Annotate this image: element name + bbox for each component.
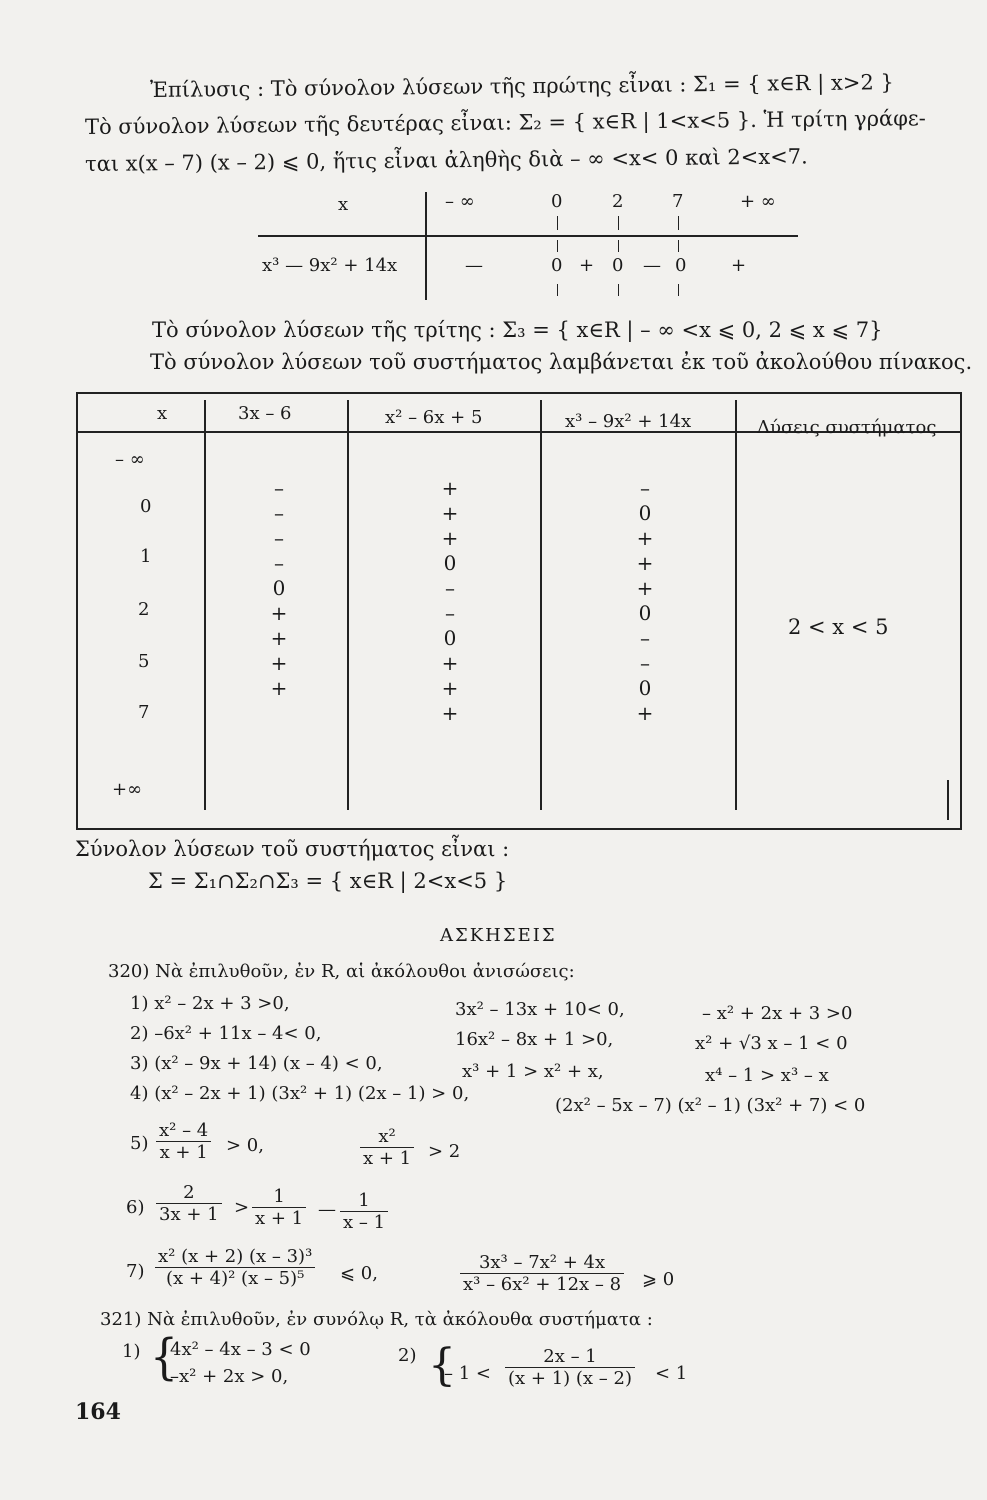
- fraction-denominator: (x + 1) (x – 2): [508, 1368, 632, 1389]
- system-2-fraction: [505, 1346, 635, 1389]
- solution-line-1: Ἐπίλυσις : Τὸ σύνολον λύσεων τῆς πρώτης εἶναι : Σ₁ = { x∈R | x>2 }: [149, 70, 894, 102]
- table-sign-col1: +: [270, 676, 288, 700]
- table-sign-col2: +: [441, 526, 459, 550]
- exercise-3a: 3) (x² – 9x + 14) (x – 4) < 0,: [130, 1053, 383, 1074]
- table-x-value: 7: [138, 702, 150, 723]
- system-2-left: – 1 <: [444, 1363, 491, 1384]
- sign-table-1-point: 7: [672, 191, 684, 212]
- table-sign-col2: +: [441, 476, 459, 500]
- table-sign-col1: +: [270, 651, 288, 675]
- fraction-denominator: 3x + 1: [159, 1204, 219, 1225]
- exercise-320-intro: 320) Νὰ ἐπιλυθοῦν, ἐν R, αἱ ἀκόλουθοι ἀνισώσεις:: [108, 961, 575, 982]
- exercise-3b: x³ + 1 > x² + x,: [462, 1061, 604, 1082]
- table-sign-col3: +: [636, 526, 654, 550]
- table-sign-col1: –: [274, 501, 284, 525]
- exercise-5b-relation: > 2: [428, 1141, 461, 1162]
- table-header-solutions: Λύσεις συστήματος: [757, 417, 937, 438]
- table-header-col2: x² – 6x + 5: [385, 407, 483, 428]
- table-sign-col2: +: [441, 651, 459, 675]
- table-sign-col1: –: [274, 476, 284, 500]
- table-sign-col1: 0: [272, 576, 286, 600]
- sign-table-1-sign: +: [579, 255, 595, 276]
- table-header-x: x: [157, 403, 168, 424]
- table-sign-col3: +: [636, 576, 654, 600]
- exercise-6-gt: >: [234, 1197, 250, 1218]
- fraction-numerator: x²: [360, 1126, 414, 1148]
- system-1-first: 4x² – 4x – 3 < 0: [170, 1339, 311, 1360]
- exercise-5-label: 5): [130, 1133, 149, 1154]
- table-sign-col3: +: [636, 551, 654, 575]
- sign-table-1-sign: 0: [675, 255, 687, 276]
- table-x-value: 2: [138, 599, 150, 620]
- table-sign-col2: –: [445, 601, 455, 625]
- exercise-4b: (2x² – 5x – 7) (x² – 1) (3x² + 7) < 0: [555, 1095, 866, 1116]
- fraction-numerator: 2: [156, 1182, 222, 1204]
- table-sign-col3: 0: [638, 601, 652, 625]
- table-x-value: 5: [138, 651, 150, 672]
- fraction-denominator: x + 1: [159, 1142, 208, 1163]
- exercise-6c-fraction: [340, 1190, 388, 1233]
- fraction-denominator: (x + 4)² (x – 5)⁵: [165, 1268, 305, 1289]
- exercise-6-minus: —: [318, 1199, 336, 1220]
- table-sign-col3: –: [640, 476, 650, 500]
- table-header-col1: 3x – 6: [238, 403, 292, 424]
- table-sign-col2: +: [441, 676, 459, 700]
- exercise-1b: 3x² – 13x + 10< 0,: [455, 999, 625, 1020]
- fraction-numerator: 1: [252, 1186, 306, 1208]
- sign-table-1-sign: 0: [551, 255, 563, 276]
- exercise-6b-fraction: [252, 1186, 306, 1229]
- table-sign-col2: +: [441, 701, 459, 725]
- table-header-col3: x³ – 9x² + 14x: [565, 411, 692, 432]
- fraction-denominator: x – 1: [343, 1212, 386, 1233]
- exercise-7-label: 7): [126, 1261, 145, 1282]
- table-x-value: 0: [140, 496, 152, 517]
- table-sign-col3: 0: [638, 676, 652, 700]
- exercise-5b-fraction: [360, 1126, 414, 1169]
- fraction-numerator: 2x – 1: [505, 1346, 635, 1368]
- system-solution-intro: Τὸ σύνολον λύσεων τοῦ συστήματος λαμβάνεται ἐκ τοῦ ἀκολούθου πίνακος.: [150, 350, 973, 374]
- fraction-numerator: 3x³ – 7x² + 4x: [460, 1252, 624, 1274]
- table-sign-col1: –: [274, 551, 284, 575]
- table-sign-col1: +: [270, 601, 288, 625]
- table-sign-col2: 0: [443, 626, 457, 650]
- sign-table-1-sign: —: [643, 255, 661, 276]
- exercise-4a: 4) (x² – 2x + 1) (3x² + 1) (2x – 1) > 0,: [130, 1083, 470, 1104]
- fraction-numerator: 1: [340, 1190, 388, 1212]
- table-x-value: +∞: [112, 779, 143, 800]
- exercise-5a-fraction: [156, 1120, 211, 1163]
- system-2-label: 2): [398, 1345, 417, 1366]
- fraction-numerator: x² (x + 2) (x – 3)³: [155, 1246, 315, 1268]
- system-1-brace: {: [150, 1329, 178, 1386]
- exercise-7a-relation: ⩽ 0,: [340, 1263, 378, 1284]
- table-sign-col2: +: [441, 501, 459, 525]
- exercises-heading: ΑΣΚΗΣΕΙΣ: [440, 925, 557, 946]
- system-1-second: –x² + 2x > 0,: [170, 1366, 289, 1387]
- system-2-right: < 1: [655, 1363, 688, 1384]
- table-sign-col2: 0: [443, 551, 457, 575]
- fraction-denominator: x + 1: [255, 1208, 304, 1229]
- exercise-7b-fraction: [460, 1252, 624, 1295]
- fraction-denominator: x + 1: [363, 1148, 412, 1169]
- page-number: 164: [75, 1399, 121, 1425]
- exercise-7a-fraction: [155, 1246, 315, 1289]
- sign-table-1-point: – ∞: [445, 191, 475, 212]
- system-2-brace: {: [428, 1340, 456, 1391]
- exercise-2c: x² + √3 x – 1 < 0: [695, 1033, 848, 1054]
- table-sign-col3: –: [640, 626, 650, 650]
- table-sign-col2: –: [445, 576, 455, 600]
- sign-table-1-sign: +: [731, 255, 747, 276]
- summary-line-1: Σύνολον λύσεων τοῦ συστήματος εἶναι :: [75, 837, 510, 861]
- solution-line-2: Τὸ σύνολον λύσεων τῆς δευτέρας εἶναι: Σ₂ = { x∈R | 1<x<5 }. Ἡ τρίτη γράφε-: [84, 106, 926, 139]
- sign-table-1-point: 0: [551, 191, 563, 212]
- fraction-denominator: x³ – 6x² + 12x – 8: [463, 1274, 622, 1295]
- solution-line-3: ται x(x – 7) (x – 2) ⩽ 0, ἥτις εἶναι ἀληθὴς διὰ – ∞ <x< 0 καὶ 2<x<7.: [84, 144, 808, 176]
- exercise-2b: 16x² – 8x + 1 >0,: [455, 1029, 614, 1050]
- sign-table-1-point: + ∞: [740, 191, 776, 212]
- exercise-321-intro: 321) Νὰ ἐπιλυθοῦν, ἐν συνόλῳ R, τὰ ἀκόλουθα συστήματα :: [100, 1309, 653, 1330]
- table-solution-cell: 2 < x < 5: [788, 615, 889, 639]
- exercise-1c: – x² + 2x + 3 >0: [702, 1003, 853, 1024]
- system-1-label: 1): [122, 1341, 141, 1362]
- exercise-7b-relation: ⩾ 0: [642, 1269, 675, 1290]
- table-sign-col1: +: [270, 626, 288, 650]
- table-x-value: – ∞: [115, 449, 145, 470]
- fraction-numerator: x² – 4: [156, 1120, 211, 1142]
- table-sign-col1: –: [274, 526, 284, 550]
- exercise-3c: x⁴ – 1 > x³ – x: [705, 1065, 829, 1086]
- exercise-1a: 1) x² – 2x + 3 >0,: [130, 993, 290, 1014]
- table-sign-col3: +: [636, 701, 654, 725]
- table-x-value: 1: [140, 546, 152, 567]
- sign-table-1-sign: 0: [612, 255, 624, 276]
- table-sign-col3: 0: [638, 501, 652, 525]
- exercise-5a-relation: > 0,: [226, 1135, 264, 1156]
- sign-table-1-row-label: x³ — 9x² + 14x: [262, 255, 398, 276]
- sign-table-1-point: 2: [612, 191, 624, 212]
- exercise-6-label: 6): [126, 1197, 145, 1218]
- sign-table-1-x-label: x: [338, 194, 349, 215]
- summary-line-2: Σ = Σ₁∩Σ₂∩Σ₃ = { x∈R | 2<x<5 }: [148, 869, 508, 893]
- table-sign-col3: –: [640, 651, 650, 675]
- exercise-2a: 2) –6x² + 11x – 4< 0,: [130, 1023, 322, 1044]
- sign-table-1-sign: —: [465, 255, 483, 276]
- exercise-6a-fraction: [156, 1182, 222, 1225]
- third-solution-set: Τὸ σύνολον λύσεων τῆς τρίτης : Σ₃ = { x∈R | – ∞ <x ⩽ 0, 2 ⩽ x ⩽ 7}: [152, 318, 883, 342]
